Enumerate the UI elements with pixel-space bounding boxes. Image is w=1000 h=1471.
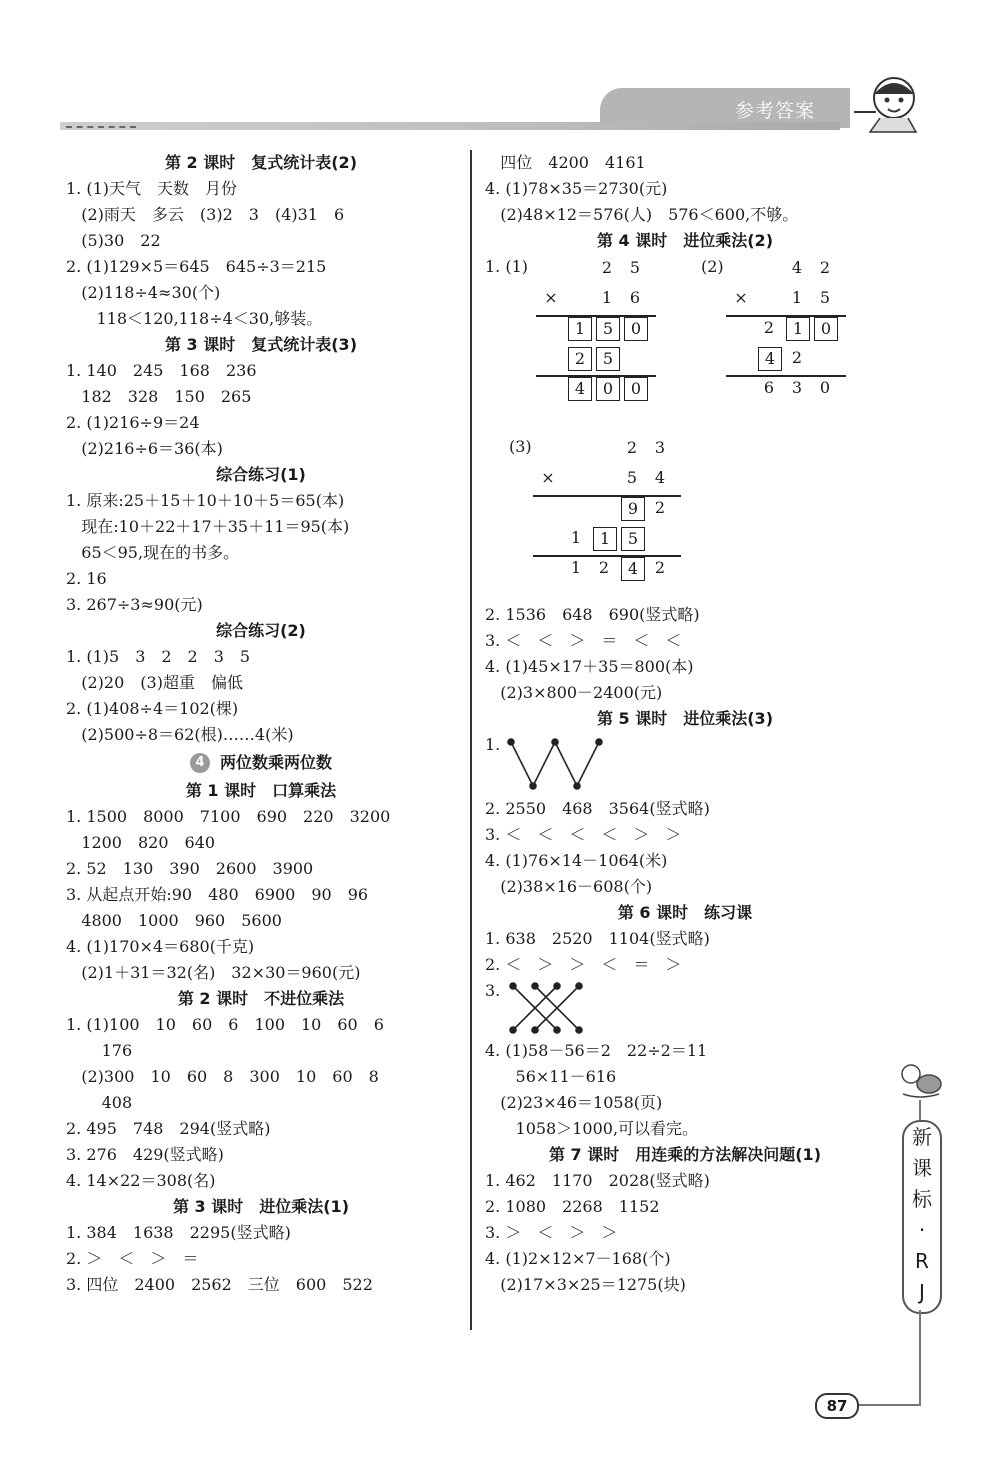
answer-line: 2. (1)216÷9＝24 <box>66 413 200 432</box>
answer-line: 3. 276 429(竖式略) <box>66 1145 224 1164</box>
multiplier-digit: 6 <box>629 288 641 307</box>
answer-line: 2. 2550 468 3564(竖式略) <box>485 799 710 818</box>
answer-line: 4800 1000 960 5600 <box>66 911 282 930</box>
answer-line: 2. 495 748 294(竖式略) <box>66 1119 271 1138</box>
page-number: 87 <box>815 1393 859 1419</box>
answer-line: (2)17×3×25＝1275(块) <box>485 1275 686 1294</box>
multiplicand-digit: 5 <box>629 258 641 277</box>
answer-line: 1. 140 245 168 236 <box>66 361 257 380</box>
side-tab-char: J <box>919 1280 925 1304</box>
side-tab-char: 新 <box>912 1125 932 1149</box>
answer-line: 4. 14×22＝308(名) <box>66 1171 216 1190</box>
answer-line: (2)300 10 60 8 300 10 60 8 <box>66 1067 379 1086</box>
multiplicand-digit: 2 <box>819 258 831 277</box>
side-tab <box>902 1120 942 1314</box>
answer-line: (2)216÷6＝36(本) <box>66 439 223 458</box>
multiplicand-digit: 4 <box>791 258 803 277</box>
unit-heading <box>66 748 456 778</box>
cartoon-icon <box>895 1060 945 1100</box>
left-column <box>66 150 456 1298</box>
matching-lines-icon <box>505 736 615 792</box>
answer-line: 3. 从起点开始:90 480 6900 90 96 <box>66 885 369 904</box>
q1-label: 1. (1) <box>485 257 529 276</box>
answer-line: 2. 52 130 390 2600 3900 <box>66 859 314 878</box>
answer-line: 4. (1)58－56＝2 22÷2＝11 <box>485 1041 708 1060</box>
section-heading: 第 2 课时 复式统计表(2) <box>164 153 358 172</box>
section-heading: 第 2 课时 不进位乘法 <box>177 989 345 1008</box>
matching-6 <box>485 978 885 1038</box>
result-digit: 0 <box>819 378 831 397</box>
mascot-icon <box>850 72 930 136</box>
answer-line: 1. 1500 8000 7100 690 220 3200 <box>66 807 391 826</box>
answer-line: 4. (1)78×35＝2730(元) <box>485 179 668 198</box>
partial-product-digit: 4 <box>758 347 782 371</box>
answer-line: 4. (1)2×12×7－168(个) <box>485 1249 671 1268</box>
answer-line: 2. 1536 648 690(竖式略) <box>485 605 700 624</box>
q5-1-label: 1. <box>485 735 501 754</box>
answer-line: 1. (1)天气 天数 月份 <box>66 179 238 198</box>
multiplier-digit: 1 <box>601 288 613 307</box>
result-digit: 6 <box>763 378 775 397</box>
column-divider <box>470 150 472 1330</box>
multiplier-digit: 4 <box>654 468 666 487</box>
heading-lesson-5: 第 5 课时 进位乘法(3) <box>596 709 774 728</box>
answer-line: 现在:10＋22＋17＋35＋11＝95(本) <box>66 517 350 536</box>
mult-block-3 <box>485 430 885 602</box>
answer-line: 4. (1)45×17＋35＝800(本) <box>485 657 694 676</box>
partial-product-digit: 1 <box>568 317 592 341</box>
answer-line: (2)3×800－2400(元) <box>485 683 663 702</box>
answer-line: (2)48×12＝576(人) 576＜600,不够。 <box>485 205 799 224</box>
answer-line: 3. 四位 2400 2562 三位 600 522 <box>66 1275 373 1294</box>
answer-line: 118＜120,118÷4＜30,够装。 <box>66 309 323 328</box>
partial-product-digit: 9 <box>621 497 645 521</box>
partial-product-digit: 5 <box>596 347 620 371</box>
answer-line: (2)118÷4≈30(个) <box>66 283 221 302</box>
section-heading: 综合练习(1) <box>216 465 306 484</box>
partial-product-digit: 2 <box>568 347 592 371</box>
multiplier-digit: 5 <box>626 468 638 487</box>
answer-line: 1058＞1000,可以看完。 <box>485 1119 699 1138</box>
answer-line: 2. ＞ ＜ ＞ ＝ <box>66 1249 199 1268</box>
answer-line: 408 <box>66 1093 133 1112</box>
side-line-bottom <box>919 1310 921 1405</box>
side-tab-char: · <box>918 1218 926 1242</box>
times-sign: × <box>541 468 555 487</box>
multiplicand-digit: 2 <box>601 258 613 277</box>
partial-product-digit: 1 <box>593 527 617 551</box>
answer-line: 56×11－616 <box>485 1067 617 1086</box>
answer-line: 1200 820 640 <box>66 833 216 852</box>
answer-line: 3. ＞ ＜ ＞ ＞ <box>485 1223 618 1242</box>
answer-line: 4. (1)76×14－1064(米) <box>485 851 668 870</box>
answer-line: 3. ＜ ＜ ＞ ＝ ＜ ＜ <box>485 631 682 650</box>
matching-5 <box>485 732 885 796</box>
side-tab-char: 标 <box>912 1187 932 1211</box>
answer-line: 2. 1080 2268 1152 <box>485 1197 660 1216</box>
header-band <box>60 122 840 130</box>
answer-line: 3. 267÷3≈90(元) <box>66 595 203 614</box>
side-line-top <box>919 1100 921 1120</box>
partial-product-digit: 2 <box>791 348 803 367</box>
partial-product-digit: 2 <box>763 318 775 337</box>
multiplicand-digit: 3 <box>654 438 666 457</box>
partial-product-digit: 5 <box>621 527 645 551</box>
result-digit: 0 <box>596 377 620 401</box>
partial-product-digit: 5 <box>596 317 620 341</box>
result-digit: 4 <box>621 557 645 581</box>
vertical-mult-3 <box>537 434 707 602</box>
heading-lesson-7: 第 7 课时 用连乘的方法解决问题(1) <box>548 1145 822 1164</box>
answer-line: (2)雨天 多云 (3)2 3 (4)31 6 <box>66 205 345 224</box>
header-dash <box>66 126 136 130</box>
q6-3-label: 3. <box>485 981 501 1000</box>
section-heading: 综合练习(2) <box>216 621 306 640</box>
multiplier-digit: 1 <box>791 288 803 307</box>
result-digit: 2 <box>598 558 610 577</box>
vertical-mult-2 <box>730 254 870 430</box>
partial-product-digit: 0 <box>814 317 838 341</box>
answer-line: 4. (1)170×4＝680(千克) <box>66 937 255 956</box>
q1-label-3: (3) <box>509 437 532 456</box>
vertical-mult-1 <box>540 254 680 430</box>
answer-line: 65＜95,现在的书多。 <box>66 543 240 562</box>
answer-line: 1. 462 1170 2028(竖式略) <box>485 1171 710 1190</box>
result-digit: 4 <box>568 377 592 401</box>
result-digit: 2 <box>654 558 666 577</box>
q1-label-2: (2) <box>701 257 724 276</box>
unit-title: 两位数乘两位数 <box>219 753 332 772</box>
answer-line: 1. (1)100 10 60 6 100 10 60 6 <box>66 1015 384 1034</box>
page-num-line <box>855 1404 921 1406</box>
side-tab-char: 课 <box>912 1156 932 1180</box>
answer-line: 1. 原来:25＋15＋10＋10＋5＝65(本) <box>66 491 345 510</box>
unit-badge: 4 <box>190 753 210 773</box>
side-tab-char: R <box>915 1249 929 1273</box>
answer-line: 1. (1)5 3 2 2 3 5 <box>66 647 251 666</box>
partial-product-digit: 1 <box>786 317 810 341</box>
partial-product-digit: 0 <box>624 317 648 341</box>
answer-line: (2)20 (3)超重 偏低 <box>66 673 243 692</box>
answer-line: (2)38×16－608(个) <box>485 877 653 896</box>
answer-line: (2)1＋31＝32(名) 32×30＝960(元) <box>66 963 361 982</box>
multiplicand-digit: 2 <box>626 438 638 457</box>
answer-line: 1. 384 1638 2295(竖式略) <box>66 1223 291 1242</box>
answer-line: 3. ＜ ＜ ＜ ＜ ＞ ＞ <box>485 825 682 844</box>
answer-line: 176 <box>66 1041 133 1060</box>
result-digit: 1 <box>570 558 582 577</box>
cross-lines-icon <box>507 980 587 1036</box>
answer-line: (5)30 22 <box>66 231 161 250</box>
answer-line: (2)500÷8＝62(根)……4(米) <box>66 725 294 744</box>
heading-lesson-4: 第 4 课时 进位乘法(2) <box>596 231 774 250</box>
section-heading: 第 3 课时 复式统计表(3) <box>164 335 358 354</box>
mult-block-1-2 <box>485 254 885 430</box>
section-heading: 第 3 课时 进位乘法(1) <box>172 1197 350 1216</box>
multiplier-digit: 5 <box>819 288 831 307</box>
result-digit: 0 <box>624 377 648 401</box>
partial-product-digit: 2 <box>654 498 666 517</box>
answer-line: 2. (1)129×5＝645 645÷3＝215 <box>66 257 327 276</box>
right-column <box>485 150 885 1298</box>
section-heading: 第 1 课时 口算乘法 <box>185 781 337 800</box>
answer-line: 2. 16 <box>66 569 107 588</box>
answer-line: 182 328 150 265 <box>66 387 252 406</box>
answer-line: 2. ＜ ＞ ＞ ＜ ＝ ＞ <box>485 955 682 974</box>
partial-product-digit: 1 <box>570 528 582 547</box>
header-title: 参考答案 <box>735 100 816 122</box>
result-digit: 3 <box>791 378 803 397</box>
answer-line: (2)23×46＝1058(页) <box>485 1093 663 1112</box>
answer-line: 四位 4200 4161 <box>485 153 646 172</box>
times-sign: × <box>544 288 558 307</box>
answer-line: 2. (1)408÷4＝102(棵) <box>66 699 239 718</box>
heading-lesson-6: 第 6 课时 练习课 <box>617 903 753 922</box>
times-sign: × <box>734 288 748 307</box>
answer-line: 1. 638 2520 1104(竖式略) <box>485 929 710 948</box>
